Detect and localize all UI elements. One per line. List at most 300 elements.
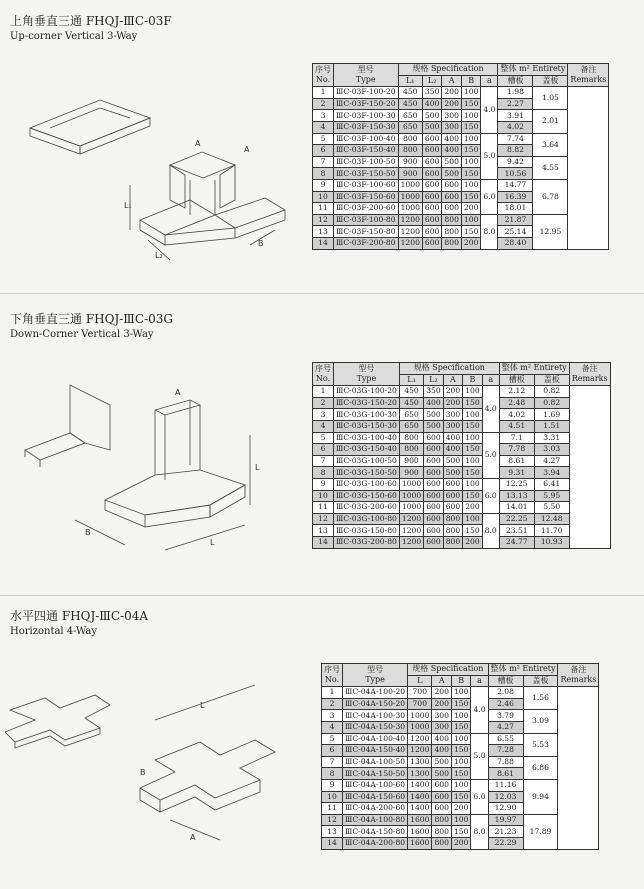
title-en: Up-corner Vertical 3-Way: [10, 31, 138, 42]
row-type: ⅢC-03G-100-20: [334, 386, 400, 398]
row-dimension: 400: [422, 98, 442, 110]
row-number: 2: [322, 698, 343, 710]
row-number: 7: [313, 156, 334, 168]
row-dimension: 600: [432, 803, 452, 815]
row-dimension: 1300: [408, 756, 432, 768]
row-dimension: 150: [461, 168, 481, 180]
tray-weight: 12.03: [488, 791, 523, 803]
row-dimension: 1200: [399, 513, 423, 525]
row-dimension: 1400: [408, 779, 432, 791]
table-header-cell: 盖板: [534, 374, 569, 386]
alpha-value: 5.0: [481, 133, 498, 179]
table-row: [322, 779, 599, 791]
row-number: 1: [322, 687, 343, 699]
table-header-cell: 盖板: [523, 675, 558, 687]
label-A2: A: [244, 145, 250, 154]
row-type: ⅢC-03F-150-80: [334, 226, 399, 238]
tray-weight: 6.55: [488, 733, 523, 745]
row-number: 5: [313, 432, 334, 444]
row-type: ⅢC-03F-150-40: [334, 145, 399, 157]
table-row: [313, 397, 611, 409]
row-type: ⅢC-03G-150-40: [334, 444, 400, 456]
table-row: [313, 525, 611, 537]
cover-weight: 0.82: [534, 397, 569, 409]
cover-weight: 6.78: [533, 179, 568, 214]
table-header-cell: 型号 Type: [343, 664, 408, 687]
alpha-value: 8.0: [471, 814, 488, 849]
row-dimension: 100: [451, 779, 471, 791]
tray-weight: 7.78: [499, 444, 534, 456]
row-dimension: 600: [432, 791, 452, 803]
row-dimension: 500: [422, 121, 442, 133]
row-dimension: 200: [461, 237, 481, 249]
row-dimension: 600: [443, 490, 463, 502]
cover-weight: 1.56: [523, 687, 558, 710]
table-row: [322, 733, 599, 745]
row-number: 10: [313, 191, 334, 203]
row-number: 5: [322, 733, 343, 745]
row-dimension: 1200: [398, 214, 422, 226]
row-dimension: 100: [451, 687, 471, 699]
row-dimension: 150: [461, 145, 481, 157]
row-dimension: 200: [443, 397, 463, 409]
row-dimension: 400: [442, 145, 462, 157]
row-number: 2: [313, 397, 334, 409]
remarks-cell: [569, 386, 610, 548]
cover-weight: 5.50: [534, 502, 569, 514]
row-dimension: 1000: [408, 710, 432, 722]
row-type: ⅢC-04A-150-30: [343, 721, 408, 733]
row-dimension: 900: [399, 467, 423, 479]
row-dimension: 600: [443, 502, 463, 514]
table-header-cell: 序号 No.: [313, 64, 334, 87]
row-number: 9: [313, 478, 334, 490]
table-header-cell: L₂: [424, 374, 444, 386]
cover-weight: 3.94: [534, 467, 569, 479]
row-dimension: 700: [408, 687, 432, 699]
table-header-cell: 规格 Specification: [399, 363, 499, 375]
row-dimension: 150: [463, 490, 483, 502]
row-number: 6: [322, 745, 343, 757]
row-dimension: 600: [422, 191, 442, 203]
row-dimension: 450: [399, 386, 423, 398]
row-dimension: 200: [432, 687, 452, 699]
tray-weight: 21.23: [488, 826, 523, 838]
cover-weight: 3.03: [534, 444, 569, 456]
cover-weight: 1.69: [534, 409, 569, 421]
row-dimension: 900: [398, 156, 422, 168]
tray-weight: 11.16: [488, 779, 523, 791]
table-header-cell: A: [432, 675, 452, 687]
alpha-value: 5.0: [471, 733, 488, 779]
tray-weight: 2.08: [488, 687, 523, 699]
row-dimension: 1300: [408, 768, 432, 780]
row-dimension: 100: [461, 133, 481, 145]
row-number: 11: [322, 803, 343, 815]
row-number: 1: [313, 386, 334, 398]
tray-weight: 13.13: [499, 490, 534, 502]
row-dimension: 600: [432, 779, 452, 791]
row-type: ⅢC-04A-100-20: [343, 687, 408, 699]
table-row: [313, 156, 609, 168]
row-number: 8: [322, 768, 343, 780]
tray-weight: 9.31: [499, 467, 534, 479]
cover-weight: 5.53: [523, 733, 558, 756]
row-dimension: 1600: [408, 826, 432, 838]
row-dimension: 800: [443, 536, 463, 548]
tray-weight: 4.27: [488, 721, 523, 733]
row-dimension: 800: [398, 133, 422, 145]
table-row: [313, 214, 609, 226]
row-dimension: 100: [463, 478, 483, 490]
row-dimension: 800: [442, 226, 462, 238]
row-type: ⅢC-03G-150-30: [334, 420, 400, 432]
table-row: [313, 513, 611, 525]
table-header-cell: 备注 Remarks: [558, 664, 599, 687]
cover-weight: 2.01: [533, 110, 568, 133]
table-row: [313, 133, 609, 145]
table-row: [322, 756, 599, 768]
divider: [0, 595, 644, 596]
row-type: ⅢC-03F-150-50: [334, 168, 399, 180]
row-dimension: 450: [398, 87, 422, 99]
tray-weight: 4.51: [499, 420, 534, 432]
tray-weight: 8.82: [498, 145, 533, 157]
cover-weight: 4.27: [534, 455, 569, 467]
table-row: [313, 409, 611, 421]
label-A: A: [190, 833, 196, 842]
table-header-cell: 槽板: [488, 675, 523, 687]
row-dimension: 400: [443, 444, 463, 456]
tray-weight: 8.61: [499, 455, 534, 467]
cover-weight: 12.95: [533, 214, 568, 249]
tray-weight: 9.42: [498, 156, 533, 168]
title-cn: 水平四通 FHQJ-ⅢC-04A: [10, 609, 149, 623]
row-dimension: 200: [451, 803, 471, 815]
remarks-cell: [568, 87, 609, 249]
row-number: 12: [313, 513, 334, 525]
row-type: ⅢC-04A-100-80: [343, 814, 408, 826]
row-type: ⅢC-04A-100-40: [343, 733, 408, 745]
row-type: ⅢC-03F-100-20: [334, 87, 399, 99]
cover-weight: 1.51: [534, 420, 569, 432]
table-header-cell: 序号 No.: [313, 363, 334, 386]
row-number: 9: [322, 779, 343, 791]
tray-weight: 3.79: [488, 710, 523, 722]
cover-weight: 3.09: [523, 710, 558, 733]
row-type: ⅢC-04A-150-40: [343, 745, 408, 757]
row-dimension: 100: [451, 756, 471, 768]
tray-weight: 22.25: [499, 513, 534, 525]
tray-weight: 2.48: [499, 397, 534, 409]
row-dimension: 300: [432, 721, 452, 733]
row-dimension: 800: [442, 237, 462, 249]
alpha-value: 6.0: [481, 179, 498, 214]
row-dimension: 1200: [408, 745, 432, 757]
row-type: ⅢC-03F-150-20: [334, 98, 399, 110]
row-dimension: 150: [451, 791, 471, 803]
row-dimension: 150: [463, 444, 483, 456]
drawing-down-corner-3way: [15, 375, 305, 590]
row-number: 13: [313, 525, 334, 537]
row-dimension: 300: [443, 420, 463, 432]
row-type: ⅢC-03G-100-30: [334, 409, 400, 421]
tray-weight: 7.28: [488, 745, 523, 757]
row-dimension: 150: [451, 768, 471, 780]
table-row: [313, 536, 611, 548]
cover-weight: 4.55: [533, 156, 568, 179]
row-type: ⅢC-03G-150-20: [334, 397, 400, 409]
row-dimension: 100: [451, 814, 471, 826]
tray-weight: 4.02: [499, 409, 534, 421]
row-dimension: 100: [451, 733, 471, 745]
row-dimension: 200: [451, 837, 471, 849]
row-type: ⅢC-04A-100-50: [343, 756, 408, 768]
tray-weight: 3.91: [498, 110, 533, 122]
tray-weight: 14.77: [498, 179, 533, 191]
row-dimension: 100: [463, 432, 483, 444]
row-dimension: 200: [443, 386, 463, 398]
row-type: ⅢC-04A-100-30: [343, 710, 408, 722]
tray-weight: 2.46: [488, 698, 523, 710]
row-type: ⅢC-03G-150-80: [334, 525, 400, 537]
table-row: [322, 687, 599, 699]
row-dimension: 500: [443, 455, 463, 467]
label-L: L: [255, 463, 260, 472]
row-dimension: 400: [432, 733, 452, 745]
row-dimension: 1200: [398, 237, 422, 249]
cover-weight: 12.48: [534, 513, 569, 525]
table-header-cell: 槽板: [498, 75, 533, 87]
row-dimension: 600: [442, 203, 462, 215]
row-type: ⅢC-03G-100-40: [334, 432, 400, 444]
row-dimension: 600: [424, 467, 444, 479]
row-number: 14: [322, 837, 343, 849]
table-header-cell: B: [463, 374, 483, 386]
row-number: 7: [313, 455, 334, 467]
label-A: A: [195, 139, 201, 148]
row-dimension: 600: [442, 179, 462, 191]
row-type: ⅢC-04A-100-60: [343, 779, 408, 791]
label-L2: L: [210, 538, 215, 547]
row-number: 10: [322, 791, 343, 803]
table-header-cell: L₁: [398, 75, 422, 87]
row-number: 11: [313, 502, 334, 514]
table-header-cell: A: [443, 374, 463, 386]
row-dimension: 1000: [408, 721, 432, 733]
tray-weight: 7.1: [499, 432, 534, 444]
cover-weight: 6.86: [523, 756, 558, 779]
row-dimension: 900: [398, 168, 422, 180]
row-number: 12: [313, 214, 334, 226]
row-dimension: 500: [424, 420, 444, 432]
row-number: 1: [313, 87, 334, 99]
cover-weight: 10.93: [534, 536, 569, 548]
row-dimension: 600: [422, 156, 442, 168]
table-header-cell: 序号 No.: [322, 664, 343, 687]
row-number: 5: [313, 133, 334, 145]
row-number: 4: [322, 721, 343, 733]
row-type: ⅢC-04A-200-80: [343, 837, 408, 849]
row-type: ⅢC-04A-150-20: [343, 698, 408, 710]
tray-weight: 21.87: [498, 214, 533, 226]
row-type: ⅢC-03G-100-60: [334, 478, 400, 490]
drawing-up-corner-3way: [20, 80, 305, 280]
row-number: 8: [313, 467, 334, 479]
row-dimension: 150: [463, 525, 483, 537]
cover-weight: 1.05: [533, 87, 568, 110]
row-dimension: 300: [443, 409, 463, 421]
row-dimension: 1600: [408, 814, 432, 826]
row-dimension: 600: [422, 133, 442, 145]
row-dimension: 500: [422, 110, 442, 122]
row-dimension: 150: [451, 721, 471, 733]
row-dimension: 1000: [399, 478, 423, 490]
tray-weight: 24.77: [499, 536, 534, 548]
alpha-value: 8.0: [482, 513, 499, 548]
row-dimension: 500: [432, 756, 452, 768]
row-dimension: 150: [451, 826, 471, 838]
row-type: ⅢC-04A-150-60: [343, 791, 408, 803]
label-L1: L₁: [124, 201, 132, 210]
row-dimension: 150: [461, 226, 481, 238]
alpha-value: 6.0: [471, 779, 488, 814]
row-number: 3: [313, 409, 334, 421]
table-header-cell: 备注 Remarks: [568, 64, 609, 87]
row-dimension: 600: [424, 432, 444, 444]
row-dimension: 600: [422, 226, 442, 238]
row-number: 4: [313, 420, 334, 432]
table-row: [313, 502, 611, 514]
row-dimension: 600: [424, 444, 444, 456]
table-row: [313, 444, 611, 456]
cover-weight: 3.31: [534, 432, 569, 444]
row-type: ⅢC-03F-100-50: [334, 156, 399, 168]
row-dimension: 600: [422, 179, 442, 191]
table-row: [313, 87, 609, 99]
row-dimension: 800: [399, 432, 423, 444]
row-type: ⅢC-03F-150-60: [334, 191, 399, 203]
tray-weight: 2.12: [499, 386, 534, 398]
tray-weight: 12.25: [499, 478, 534, 490]
table-row: [313, 432, 611, 444]
row-dimension: 150: [463, 420, 483, 432]
row-type: ⅢC-03F-100-40: [334, 133, 399, 145]
row-dimension: 600: [442, 191, 462, 203]
row-number: 7: [322, 756, 343, 768]
table-row: [313, 179, 609, 191]
row-dimension: 100: [463, 409, 483, 421]
row-dimension: 300: [432, 710, 452, 722]
tray-weight: 7.74: [498, 133, 533, 145]
table-header-cell: 备注 Remarks: [569, 363, 610, 386]
table-header-cell: 型号 Type: [334, 64, 399, 87]
divider: [0, 293, 644, 294]
row-dimension: 1200: [398, 226, 422, 238]
row-number: 11: [313, 203, 334, 215]
row-number: 2: [313, 98, 334, 110]
row-type: ⅢC-04A-150-50: [343, 768, 408, 780]
row-dimension: 400: [443, 432, 463, 444]
tray-weight: 2.27: [498, 98, 533, 110]
row-dimension: 1000: [398, 203, 422, 215]
row-dimension: 300: [442, 121, 462, 133]
row-dimension: 200: [432, 698, 452, 710]
row-dimension: 800: [399, 444, 423, 456]
row-dimension: 600: [424, 525, 444, 537]
row-dimension: 100: [463, 513, 483, 525]
table-header-cell: 整体 m² Entirety: [498, 64, 568, 76]
cover-weight: 11.70: [534, 525, 569, 537]
table-header-cell: 槽板: [499, 374, 534, 386]
row-dimension: 150: [461, 98, 481, 110]
row-dimension: 1600: [408, 837, 432, 849]
table-row: [313, 110, 609, 122]
row-dimension: 600: [422, 145, 442, 157]
row-dimension: 800: [432, 826, 452, 838]
table-header-cell: 规格 Specification: [398, 64, 498, 76]
row-dimension: 1200: [399, 536, 423, 548]
label-L: L: [200, 701, 205, 710]
row-dimension: 800: [432, 814, 452, 826]
alpha-value: 4.0: [481, 87, 498, 133]
tray-weight: 10.56: [498, 168, 533, 180]
row-dimension: 150: [463, 467, 483, 479]
table-row: [322, 710, 599, 722]
cover-weight: 6.41: [534, 478, 569, 490]
row-type: ⅢC-03G-200-60: [334, 502, 400, 514]
row-type: ⅢC-03G-200-80: [334, 536, 400, 548]
cover-weight: 3.64: [533, 133, 568, 156]
row-dimension: 350: [422, 87, 442, 99]
row-dimension: 1000: [399, 490, 423, 502]
row-dimension: 200: [461, 203, 481, 215]
row-type: ⅢC-03G-150-50: [334, 467, 400, 479]
row-dimension: 150: [451, 745, 471, 757]
row-type: ⅢC-04A-150-80: [343, 826, 408, 838]
row-dimension: 200: [442, 87, 462, 99]
cover-weight: 0.82: [534, 386, 569, 398]
tray-weight: 14.01: [499, 502, 534, 514]
row-dimension: 600: [424, 455, 444, 467]
row-dimension: 500: [443, 467, 463, 479]
tray-weight: 12.90: [488, 803, 523, 815]
row-dimension: 800: [398, 145, 422, 157]
drawing-horizontal-4way: [5, 680, 315, 860]
row-number: 14: [313, 237, 334, 249]
section-title-up-corner: [10, 14, 172, 44]
alpha-value: 5.0: [482, 432, 499, 478]
table-header-cell: 型号 Type: [334, 363, 400, 386]
tray-weight: 28.40: [498, 237, 533, 249]
row-dimension: 200: [442, 98, 462, 110]
row-dimension: 600: [424, 502, 444, 514]
title-en: Horizontal 4-Way: [10, 626, 98, 637]
row-type: ⅢC-03F-200-60: [334, 203, 399, 215]
row-dimension: 600: [422, 214, 442, 226]
row-dimension: 1000: [398, 191, 422, 203]
row-dimension: 100: [461, 179, 481, 191]
row-number: 3: [313, 110, 334, 122]
table-header-cell: B: [451, 675, 471, 687]
row-dimension: 800: [443, 525, 463, 537]
title-en: Down-Corner Vertical 3-Way: [10, 329, 154, 340]
row-dimension: 500: [424, 409, 444, 421]
cover-weight: 9.94: [523, 779, 558, 814]
row-dimension: 100: [463, 386, 483, 398]
alpha-value: 4.0: [482, 386, 499, 432]
cover-weight: 5.95: [534, 490, 569, 502]
